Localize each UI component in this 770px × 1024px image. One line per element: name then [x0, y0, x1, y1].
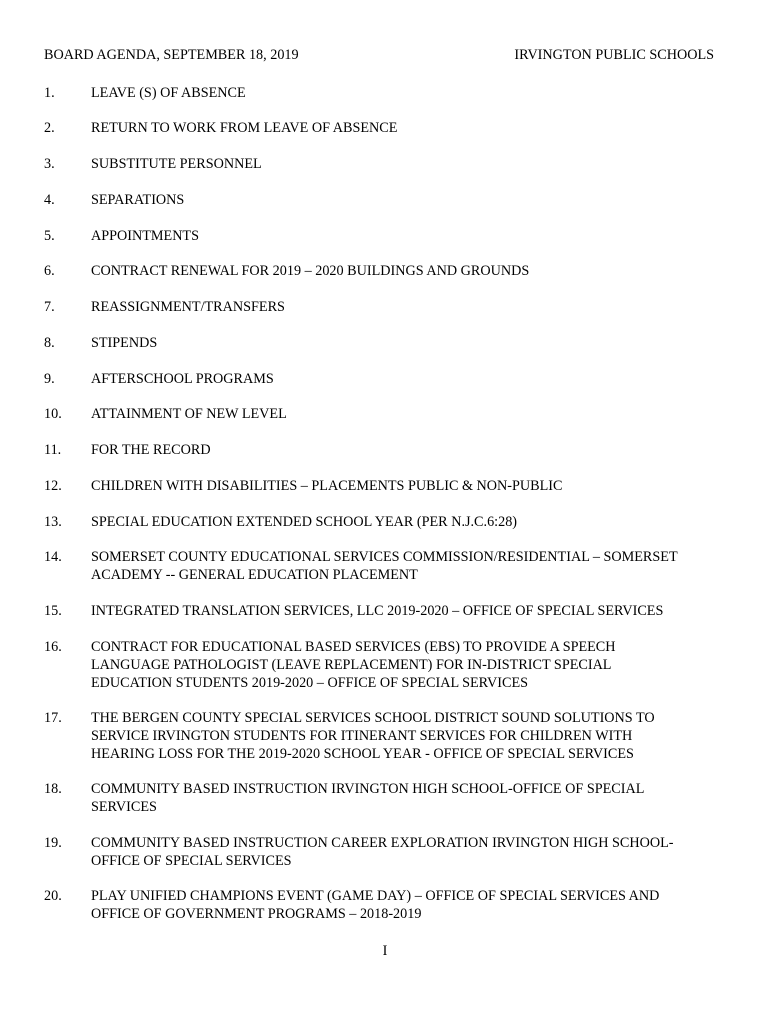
agenda-item-number: 17. [44, 710, 62, 726]
agenda-item-number: 15. [44, 603, 62, 619]
agenda-item-text [91, 780, 731, 816]
agenda-item-line: COMMUNITY BASED INSTRUCTION IRVINGTON HIGH SCHOOL-OFFICE OF SPECIAL [91, 781, 645, 797]
agenda-item-line: AFTERSCHOOL PROGRAMS [91, 371, 274, 387]
agenda-item-line: SEPARATIONS [91, 192, 185, 208]
agenda-item-text [91, 709, 731, 763]
agenda-item-number: 20. [44, 888, 62, 904]
agenda-item-text [91, 334, 731, 352]
agenda-item-number: 14. [44, 549, 62, 565]
agenda-item-line: SERVICES [91, 799, 157, 815]
agenda-item-line: SPECIAL EDUCATION EXTENDED SCHOOL YEAR (PER N.J.C.6:28) [91, 514, 518, 530]
agenda-item-line: RETURN TO WORK FROM LEAVE OF ABSENCE [91, 120, 398, 136]
agenda-item-number: 16. [44, 639, 62, 655]
agenda-item-text [91, 834, 731, 870]
agenda-item-text [91, 477, 731, 495]
agenda-item-line: OFFICE OF GOVERNMENT PROGRAMS – 2018-2019 [91, 906, 422, 922]
agenda-item-text [91, 298, 731, 316]
agenda-item-text [91, 155, 731, 173]
agenda-item-number: 3. [44, 156, 55, 172]
agenda-item-text [91, 405, 731, 423]
agenda-item-line: CONTRACT RENEWAL FOR 2019 – 2020 BUILDINGS AND GROUNDS [91, 263, 530, 279]
agenda-item-number: 12. [44, 478, 62, 494]
page-number: I [382, 943, 388, 959]
agenda-item-line: INTEGRATED TRANSLATION SERVICES, LLC 2019-2020 – OFFICE OF SPECIAL SERVICES [91, 603, 664, 619]
agenda-item-number: 11. [44, 442, 62, 458]
agenda-item-text [91, 262, 731, 280]
agenda-item [44, 780, 734, 816]
agenda-item [44, 477, 734, 495]
agenda-item-number: 2. [44, 120, 55, 136]
agenda-item-line: OFFICE OF SPECIAL SERVICES [91, 853, 292, 869]
agenda-item-line: EDUCATION STUDENTS 2019-2020 – OFFICE OF SPECIAL SERVICES [91, 675, 528, 691]
agenda-item-line: CONTRACT FOR EDUCATIONAL BASED SERVICES (EBS) TO PROVIDE A SPEECH [91, 639, 616, 655]
agenda-item-text [91, 441, 731, 459]
agenda-item [44, 262, 734, 280]
agenda-item-number: 18. [44, 781, 62, 797]
agenda-item [44, 119, 734, 137]
agenda-title: BOARD AGENDA, SEPTEMBER 18, 2019 [44, 47, 299, 63]
agenda-item-number: 9. [44, 371, 55, 387]
agenda-item-line: ACADEMY -- GENERAL EDUCATION PLACEMENT [91, 567, 418, 583]
agenda-item-text [91, 887, 731, 923]
agenda-item-text [91, 513, 731, 531]
agenda-item [44, 548, 734, 584]
agenda-item-line: FOR THE RECORD [91, 442, 211, 458]
agenda-item-line: HEARING LOSS FOR THE 2019-2020 SCHOOL YEAR - OFFICE OF SPECIAL SERVICES [91, 746, 634, 762]
agenda-item-line: LANGUAGE PATHOLOGIST (LEAVE REPLACEMENT) FOR IN-DISTRICT SPECIAL [91, 657, 612, 673]
agenda-item [44, 638, 734, 692]
agenda-item [44, 441, 734, 459]
agenda-item-number: 5. [44, 228, 55, 244]
page-header [44, 47, 714, 65]
agenda-item-text [91, 602, 731, 620]
agenda-item-line: STIPENDS [91, 335, 158, 351]
agenda-item-number: 1. [44, 85, 55, 101]
agenda-item-text [91, 84, 731, 102]
agenda-item [44, 334, 734, 352]
agenda-item-number: 4. [44, 192, 55, 208]
agenda-item-line: THE BERGEN COUNTY SPECIAL SERVICES SCHOOL DISTRICT SOUND SOLUTIONS TO [91, 710, 655, 726]
agenda-item [44, 405, 734, 423]
agenda-item [44, 602, 734, 620]
agenda-item [44, 298, 734, 316]
agenda-item [44, 513, 734, 531]
district-name: IRVINGTON PUBLIC SCHOOLS [514, 47, 714, 63]
agenda-item-line: APPOINTMENTS [91, 228, 199, 244]
agenda-item-line: REASSIGNMENT/TRANSFERS [91, 299, 285, 315]
agenda-item-number: 7. [44, 299, 55, 315]
agenda-item-line: ATTAINMENT OF NEW LEVEL [91, 406, 287, 422]
agenda-item [44, 155, 734, 173]
agenda-item [44, 887, 734, 923]
agenda-item-number: 6. [44, 263, 55, 279]
agenda-item-number: 8. [44, 335, 55, 351]
agenda-item-line: LEAVE (S) OF ABSENCE [91, 85, 246, 101]
agenda-item-line: CHILDREN WITH DISABILITIES – PLACEMENTS PUBLIC & NON-PUBLIC [91, 478, 563, 494]
agenda-item-line: COMMUNITY BASED INSTRUCTION CAREER EXPLORATION IRVINGTON HIGH SCHOOL- [91, 835, 674, 851]
agenda-item-number: 13. [44, 514, 62, 530]
agenda-item-text [91, 227, 731, 245]
agenda-item [44, 227, 734, 245]
agenda-item [44, 191, 734, 209]
agenda-item-line: SERVICE IRVINGTON STUDENTS FOR ITINERANT SERVICES FOR CHILDREN WITH [91, 728, 633, 744]
agenda-item [44, 84, 734, 102]
agenda-item-number: 10. [44, 406, 62, 422]
agenda-item-text [91, 119, 731, 137]
agenda-item-text [91, 191, 731, 209]
agenda-item [44, 370, 734, 388]
agenda-item-line: SOMERSET COUNTY EDUCATIONAL SERVICES COMMISSION/RESIDENTIAL – SOMERSET [91, 549, 678, 565]
agenda-item-text [91, 370, 731, 388]
agenda-item-text [91, 548, 731, 584]
agenda-item-number: 19. [44, 835, 62, 851]
agenda-item-text [91, 638, 731, 692]
agenda-item [44, 834, 734, 870]
agenda-item [44, 709, 734, 763]
agenda-item-line: SUBSTITUTE PERSONNEL [91, 156, 262, 172]
agenda-item-line: PLAY UNIFIED CHAMPIONS EVENT (GAME DAY) – OFFICE OF SPECIAL SERVICES AND [91, 888, 660, 904]
